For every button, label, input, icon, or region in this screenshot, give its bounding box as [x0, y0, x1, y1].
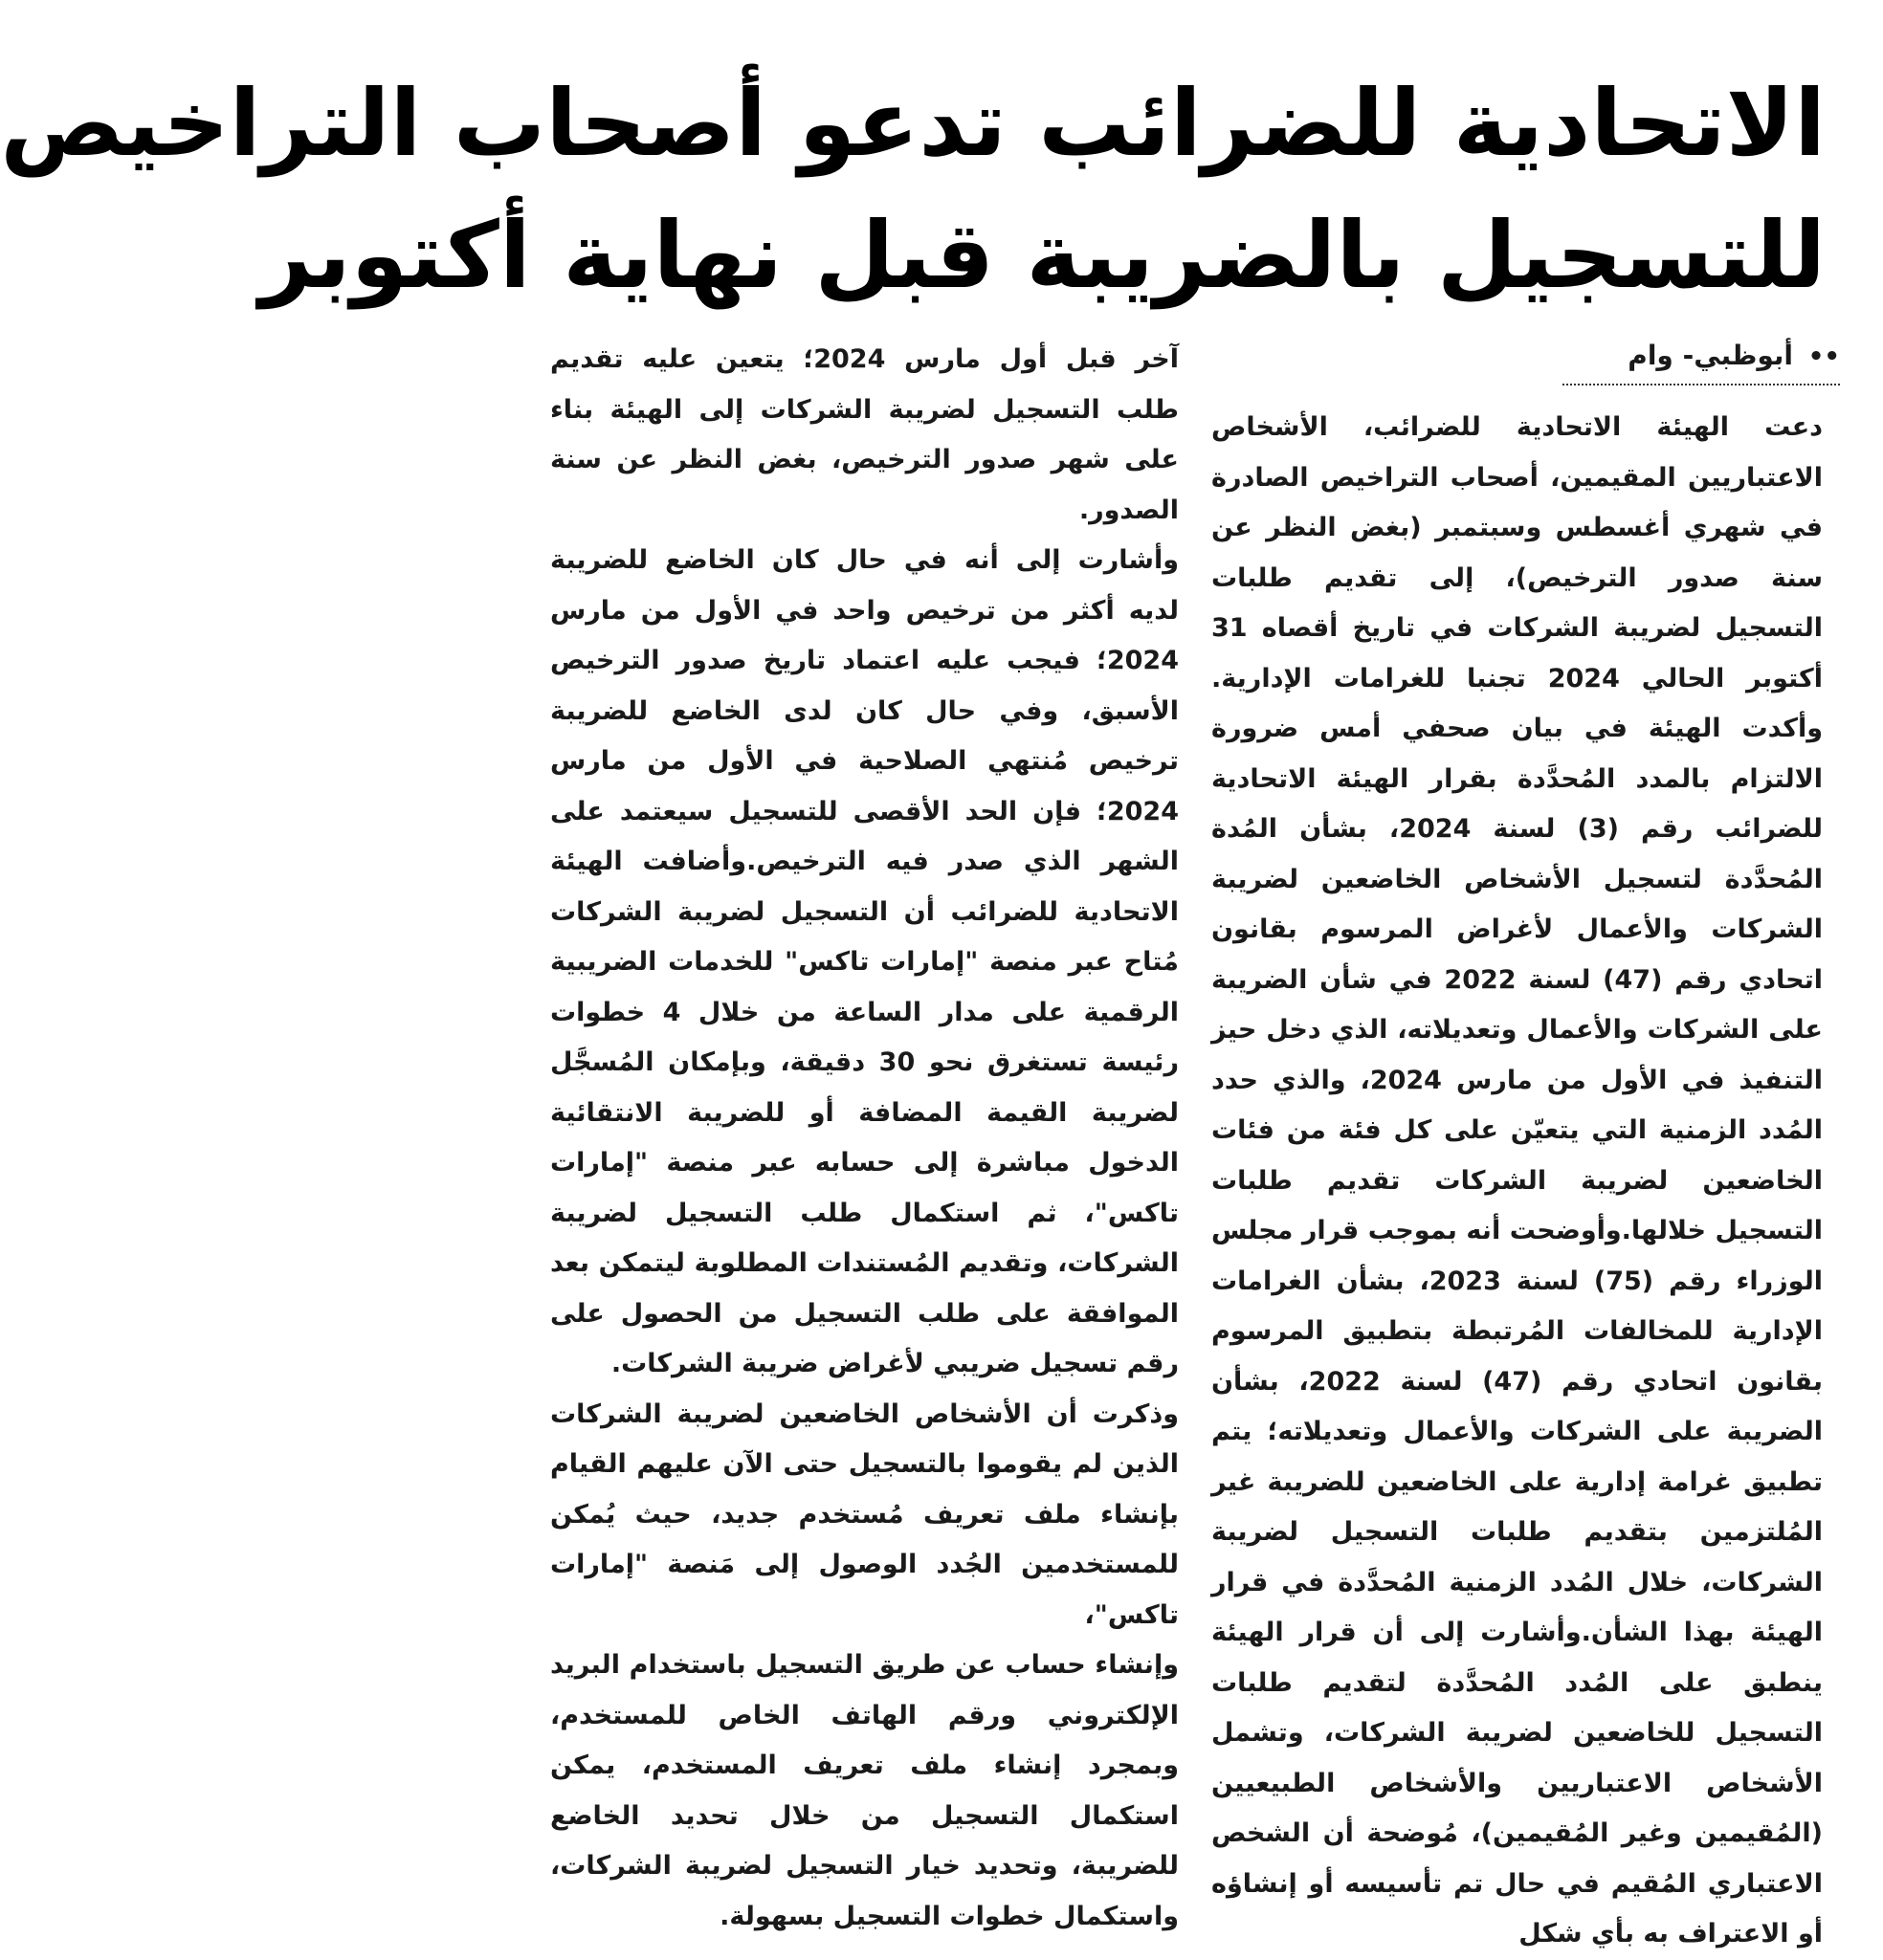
- dateline: [1562, 335, 1840, 385]
- article-columns: [550, 335, 1840, 1949]
- article-headline: [0, 57, 1826, 321]
- body-paragraph: دعت الهيئة الاتحادية للضرائب، الأشخاص الاعتباريين المقيمين، أصحاب التراخيص الصادرة في شهري أغسطس وسبتمبر (بغض النظر عن سنة صدور الترخيص)، إلى تقديم طلبات التسجيل لضريبة الشركات في تاريخ أقصاه 31 أكتوبر الحالي 2024 تجنبا للغرامات الإدارية. وأكدت الهيئة في بيان صحفي أمس ضرورة الالتزام بالمدد المُحدَّدة بقرار الهيئة الاتحادية للضرائب رقم (3) لسنة 2024، بشأن المُدة المُحدَّدة لتسجيل الأشخاص الخاضعين لضريبة الشركات والأعمال لأغراض المرسوم بقانون اتحادي رقم (47) لسنة 2022 في شأن الضريبة على الشركات والأعمال وتعديلاته، الذي دخل حيز التنفيذ في الأول من مارس 2024، والذي حدد المُدد الزمنية التي يتعيّن على كل فئة من فئات الخاضعين لضريبة الشركات تقديم طلبات التسجيل خلالها.وأوضحت أنه بموجب قرار مجلس الوزراء رقم (75) لسنة 2023، بشأن الغرامات الإدارية للمخالفات المُرتبطة بتطبيق المرسوم بقانون اتحادي رقم (47) لسنة 2022، بشأن الضريبة على الشركات والأعمال وتعديلاته؛ يتم تطبيق غرامة إدارية على الخاضعين للضريبة غير المُلتزمين بتقديم طلبات التسجيل لضريبة الشركات، خلال المُدد الزمنية المُحدَّدة في قرار الهيئة بهذا الشأن.وأشارت إلى أن قرار الهيئة ينطبق على المُدد المُحدَّدة لتقديم طلبات التسجيل للخاضعين لضريبة الشركات، وتشمل الأشخاص الاعتباريين والأشخاص الطبيعيين (المُقيمين وغير المُقيمين)، مُوضحة أن الشخص الاعتباري المُقيم في حال تم تأسيسه أو إنشاؤه أو الاعتراف به بأي شكل: [1211, 412, 1824, 1949]
- body-paragraph: وذكرت أن الأشخاص الخاضعين لضريبة الشركات الذين لم يقوموا بالتسجيل حتى الآن عليهم القيام بإنشاء ملف تعريف مُستخدم جديد، حيث يُمكن للمستخدمين الجُدد الوصول إلى مَنصة "إمارات تاكس"،: [550, 1398, 1179, 1630]
- dateline-bullets: ••: [1807, 342, 1840, 371]
- dateline-text: أبوظبي- وام: [1628, 340, 1793, 371]
- article-column-right: [1211, 335, 1840, 1949]
- body-paragraph: آخر قبل أول مارس 2024؛ يتعين عليه تقديم طلب التسجيل لضريبة الشركات إلى الهيئة بناء على شهر صدور الترخيص، بغض النظر عن سنة الصدور.: [550, 344, 1179, 525]
- body-paragraph: وأشارت إلى أنه في حال كان الخاضع للضريبة لديه أكثر من ترخيص واحد في الأول من مارس 2024؛ فيجب عليه اعتماد تاريخ صدور الترخيص الأسبق، وفي حال كان لدى الخاضع للضريبة ترخيص مُنتهي الصلاحية في الأول من مارس 2024؛ فإن الحد الأقصى للتسجيل سيعتمد على الشهر الذي صدر فيه الترخيص.وأضافت الهيئة الاتحادية للضرائب أن التسجيل لضريبة الشركات مُتاح عبر منصة "إمارات تاكس" للخدمات الضريبية الرقمية على مدار الساعة من خلال 4 خطوات رئيسة تستغرق نحو 30 دقيقة، وبإمكان المُسجَّل لضريبة القيمة المضافة أو للضريبة الانتقائية الدخول مباشرة إلى حسابه عبر منصة "إمارات تاكس"، ثم استكمال طلب التسجيل لضريبة الشركات، وتقديم المُستندات المطلوبة ليتمكن بعد الموافقة على طلب التسجيل من الحصول على رقم تسجيل ضريبي لأغراض ضريبة الشركات.: [550, 545, 1179, 1378]
- headline-line-2: للتسجيل بالضريبة قبل نهاية أكتوبر: [258, 202, 1826, 309]
- article-column-left: [550, 335, 1179, 1931]
- body-paragraph: وإنشاء حساب عن طريق التسجيل باستخدام البريد الإلكتروني ورقم الهاتف الخاص للمستخدم، وبمجرد إنشاء ملف تعريف المستخدم، يمكن استكمال التسجيل من خلال تحديد الخاضع للضريبة، وتحديد خيار التسجيل لضريبة الشركات، واستكمال خطوات التسجيل بسهولة.: [550, 1650, 1179, 1931]
- headline-line-1: الاتحادية للضرائب تدعو أصحاب التراخيص: [0, 70, 1826, 177]
